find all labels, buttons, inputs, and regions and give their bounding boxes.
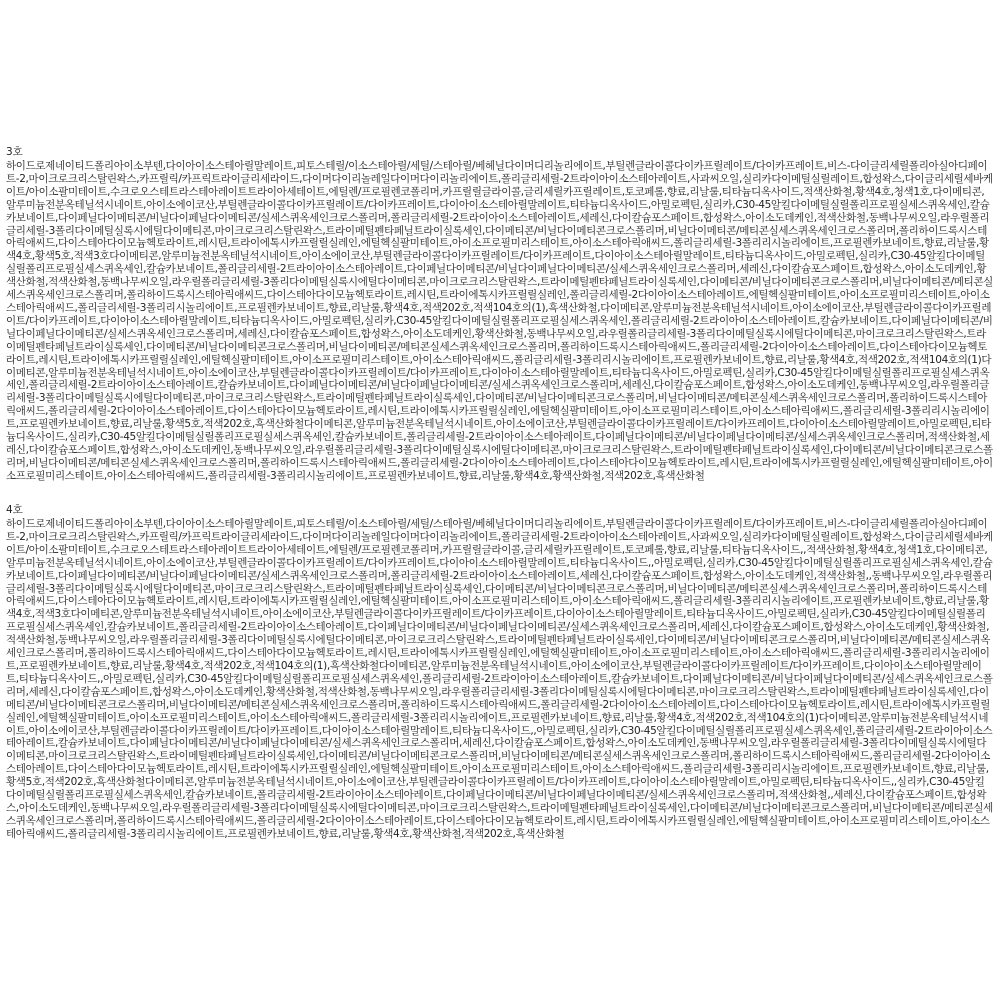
shade-heading: 4호 xyxy=(6,504,23,516)
ingredient-text: 하이드로제네이티드폴리아이소부텐,다이아이소스테아릴말레이트,피토스테릴/이소스테아릴/세틸/스테아릴/베헤닐다이머디리놀리에이트,부틸렌글라이콜다이카프릴레이트/다이카프레이트,비스-다이글리세릴폴리아실아디페이트-2,마이크로크리스탈린왁스,카프릴릭/카프릭트라이글리세라이드,다이머다이리놀레일다이머다이리놀리에이트,폴리글리세릴-2트라이아이소스테아레이트,사과씨오일,실리카다이메틸실릴레이트,합성왁스,다이글리세릴세바케이트/아이소팔미테이트,수크로오스테트라스테아레이트트라이아세테이트,에틸렌/프로필렌코폴리머,카프릴릴글라이콜,글리세릴카프릴레이트,토코페롤,향료,리날룰,티타늄디옥사이드,적색산화철,황색4호,청색1호,다이메티콘,알루미늄전분옥테닐석시네이트,아이소에이코산,부틸렌글라이콜다이카프릴레이트/다이카프레이트,다이아이소스테아릴말레이트,티타늄디옥사이드,아밀로펙틴,실리카,C30-45알킬다이메틸실릴폴리프로필실세스퀴옥세인,칼슘카보네이트,다이페닐다이메티콘/비닐다이페닐다이메티콘/실세스퀴옥세인크로스폴리머,폴리글리세릴-2트라이아이소스테아레이트,세레신,다이칼슘포스페이트,합성왁스,아이소도데케인,적색산화철,동백나무씨오일,라우릴폴리글리세릴-3폴리다이메틸실록시에틸다이메티콘,마이크로크리스탈린왁스,트라이메틸펜타페닐트라이실록세인,다이메티콘/비닐다이메티콘크로스폴리머,비닐다이메티콘/메티콘실세스퀴옥세인크로스폴리머,폴리하이드록시스테아릭애씨드,다이스테아다이모늄헥토라이트,레시틴,트라이에톡시카프릴릴실레인,에틸헥실팔미테이트,아이소프로필미리스테이트,아이소스테아릭애씨드,폴리글리세릴-3폴리리시놀리에이트,프로필렌카보네이트,향료,리날룰,황색4호,황색5호,적색3호다이메티콘,알루미늄전분옥테닐석시네이트,아이소에이코산,부틸렌글라이콜다이카프릴레이트/다이카프레이트,다이아이소스테아릴말레이트,티타늄디옥사이드,아밀로펙틴,실리카,C30-45알킬다이메틸실릴폴리프로필실세스퀴옥세인,칼슘카보네이트,폴리글리세릴-2트라이아이소스테아레이트,다이페닐다이메티콘/비닐다이페닐다이메티콘/실세스퀴옥세인크로스폴리머,세레신,다이칼슘포스페이트,합성왁스,아이소도데케인,황색산화철,적색산화철,동백나무씨오일,라우릴폴리글리세릴-3폴리다이메틸실록시에틸다이메티콘,마이크로크리스탈린왁스,트라이메틸펜타페닐트라이실록세인,다이메티콘/비닐다이메티콘크로스폴리머,비닐다이메티콘/메티콘실세스퀴옥세인크로스폴리머,폴리하이드록시스테아릭애씨드,다이스테아다이모늄헥토라이트,레시틴,트라이에톡시카프릴릴실레인,폴리글리세릴-2다이아이소스테아레이트,에틸헥실팔미테이트,아이소프로필미리스테이트,아이소스테아릭애씨드,폴리글리세릴-3폴리리시놀리에이트,프로필렌카보네이트,향료,리날룰,황색4호,적색202호,적색104호의(1),흑색산화철,다이메티콘,알루미늄전분옥테닐석시네이트,아이소에이코산,부틸렌글라이콜다이카프릴레이트/다이카프레이트,다이아이소스테아릴말레이트,티타늄디옥사이드,아밀로펙틴,실리카,C30-45알킬다이메틸실릴폴리프로필실세스퀴옥세인,폴리글리세릴-2트라이아이소스테아레이트,칼슘카보네이트,다이페닐다이메티콘/비닐다이페닐다이메티콘/실세스퀴옥세인크로스폴리머,세레신,다이칼슘포스페이트,합성왁스,아이소도데케인,황색산화철,동백나무씨오일,라우릴폴리글리세릴-3폴리다이메틸실록시에틸다이메티콘,마이크로크리스탈린왁스,트라이메틸펜타페닐트라이실록세인,다이메티콘/비닐다이메티콘크로스폴리머,비닐다이메티콘/메티콘실세스퀴옥세인크로스폴리머,폴리하이드록시스테아릭애씨드,폴리글리세릴-2다이아이소스테아레이트,다이스테아다이모늄헥토라이트,레시틴,트라이에톡시카프릴릴실레인,에틸헥실팔미테이트,아이소프로필미리스테이트,아이소스테아릭애씨드,폴리글리세릴-3폴리리시놀리에이트,프로필렌카보네이트,향료,리날룰,황색4호,적색202호,적색104호의(1)다이메티콘,알루미늄전분옥테닐석시네이트,아이소에이코산,부틸렌글라이콜다이카프릴레이트/다이카프레이트,다이아이소스테아릴말레이트,티타늄디옥사이드,아밀로펙틴,실리카,C30-45알킬다이메틸실릴폴리프로필실세스퀴옥세인,폴리글리세릴-2트라이아이소스테아레이트,칼슘카보네이트,다이페닐다이메티콘/비닐다이페닐다이메티콘/실세스퀴옥세인크로스폴리머,세레신,다이칼슘포스페이트,합성왁스,아이소도데케인,동백나무씨오일,라우릴폴리글리세릴-3폴리다이메틸실록시에틸다이메티콘,마이크로크리스탈린왁스,트라이메틸펜타페닐트라이실록세인,다이메티콘/비닐다이메티콘크로스폴리머,비닐다이메티콘/메티콘실세스퀴옥세인크로스폴리머,폴리하이드록시스테아릭애씨드,폴리글리세릴-2다이아이소스테아레이트,다이스테아다이모늄헥토라이트,레시틴,트라이에톡시카프릴릴실레인,에틸헥실팔미테이트,아이소프로필미리스테이트,아이소스테아릭애씨드,폴리글리세릴-3폴리리시놀리에이트,프로필렌카보네이트,향료,리날룰,황색5호,적색202호,흑색산화철다이메티콘,알루미늄전분옥테닐석시네이트,아이소에이코산,부틸렌글라이콜다이카프릴레이트/다이카프레이트,다이아이소스테아릴말레이트,아밀로펙틴,티타늄디옥사이드,실리카,C30-45알킬다이메틸실릴폴리프로필실세스퀴옥세인,칼슘카보네이트,폴리글리세릴-2트라이아이소스테아레이트,다이페닐다이메티콘/비닐다이페닐다이메티콘/실세스퀴옥세인크로스폴리머,적색산화철,세레신,다이칼슘포스페이트,합성왁스,아이소도데케인,동백나무씨오일,라우릴폴리글리세릴-3폴리다이메틸실록시에틸다이메티콘,마이크로크리스탈린왁스,트라이메틸펜타페닐트라이실록세인,다이메티콘/비닐다이메티콘크로스폴리머,비닐다이메티콘/메티콘실세스퀴옥세인크로스폴리머,폴리하이드록시스테아릭애씨드,폴리글리세릴-2다이아이소스테아레이트,다이스테아다이모늄헥토라이트,레시틴,트라이에톡시카프릴릴실레인,에틸헥실팔미테이트,아이소프로필미리스테이트,아이소스테아릭애씨드,폴리글리세릴-3폴리리시놀리에이트,프로필렌카보네이트,향료,리날룰,황색4호,황색산화철,적색202호,흑색산화철 xyxy=(6,160,993,482)
ingredient-text: 하이드로제네이티드폴리아이소부텐,다이아이소스테아릴말레이트,피토스테릴/이소스테아릴/세틸/스테아릴/베헤닐다이머디리놀리에이트,부틸렌글라이콜다이카프릴레이트/다이카프레이트,비스-다이글리세릴폴리아실아디페이트-2,마이크로크리스탈린왁스,카프릴릭/카프릭트라이글리세라이드,다이머다이리놀레일다이머다이리놀리에이트,폴리글리세릴-2트라이아이소스테아레이트,사과씨오일,실리카다이메틸실릴레이트,합성왁스,다이글리세릴세바케이트/아이소팔미테이트,수크로오스테트라스테아레이트트라이아세테이트,에틸렌/프로필렌코폴리머,카프릴릴글라이콜,글리세릴카프릴레이트,토코페롤,향료,리날룰,티타늄디옥사이드,,적색산화철,황색4호,청색1호,다이메티콘,알루미늄전분옥테닐석시네이트,아이소에이코산,부틸렌글라이콜다이카프릴레이트/다이카프레이트,다이아이소스테아릴말레이트,티타늄디옥사이드,,아밀로펙틴,실리카,C30-45알킬다이메틸실릴폴리프로필실세스퀴옥세인,칼슘카보네이트,다이페닐다이메티콘/비닐다이페닐다이메티콘/실세스퀴옥세인크로스폴리머,폴리글리세릴-2트라이아이소스테아레이트,세레신,다이칼슘포스페이트,합성왁스,아이소도데케인,적색산화철,,동백나무씨오일,라우릴폴리글리세릴-3폴리다이메틸실록시에틸다이메티콘,마이크로크리스탈린왁스,트라이메틸펜타페닐트라이실록세인,다이메티콘/비닐다이메티콘크로스폴리머,비닐다이메티콘/메티콘실세스퀴옥세인크로스폴리머,폴리하이드록시스테아릭애씨드,다이스테아다이모늄헥토라이트,레시틴,트라이에톡시카프릴릴실레인,에틸헥실팔미테이트,아이소프로필미리스테이트,아이소스테아릭애씨드,폴리글리세릴-3폴리리시놀리에이트,프로필렌카보네이트,향료,리날룰,황색4호,적색3호다이메티콘,알루미늄전분옥테닐석시네이트,아이소에이코산,부틸렌글라이콜다이카프릴레이트/다이카프레이트,다이아이소스테아릴말레이트,티타늄디옥사이드,아밀로펙틴,실리카,C30-45알킬다이메틸실릴폴리프로필실세스퀴옥세인,칼슘카보네이트,폴리글리세릴-2트라이아이소스테아레이트,다이페닐다이메티콘/비닐다이페닐다이메티콘/실세스퀴옥세인크로스폴리머,세레신,다이칼슘포스페이트,합성왁스,아이소도데케인,황색산화철,적색산화철,동백나무씨오일,라우릴폴리글리세릴-3폴리다이메틸실록시에틸다이메티콘,마이크로크리스탈린왁스,트라이메틸펜타페닐트라이실록세인,다이메티콘/비닐다이메티콘크로스폴리머,비닐다이메티콘/메티콘실세스퀴옥세인크로스폴리머,폴리하이드록시스테아릭애씨드,다이스테아다이모늄헥토라이트,레시틴,트라이에톡시카프릴릴실레인,에틸헥실팔미테이트,아이소프로필미리스테이트,아이소스테아릭애씨드,폴리글리세릴-3폴리리시놀리에이트,프로필렌카보네이트,향료,리날룰,황색4호,적색202호,적색104호의(1),흑색산화철다이메티콘,알루미늄전분옥테닐석시네이트,아이소에이코산,부틸렌글라이콜다이카프릴레이트/다이카프레이트,다이아이소스테아릴말레이트,티타늄디옥사이드,,아밀로펙틴,실리카,C30-45알킬다이메틸실릴폴리프로필실세스퀴옥세인,폴리글리세릴-2트라이아이소스테아레이트,칼슘카보네이트,다이페닐다이메티콘/비닐다이페닐다이메티콘/실세스퀴옥세인크로스폴리머,세레신,다이칼슘포스페이트,합성왁스,아이소도데케인,황색산화철,적색산화철,동백나무씨오일,라우릴폴리글리세릴-3폴리다이메틸실록시에틸다이메티콘,마이크로크리스탈린왁스,트라이메틸펜타페닐트라이실록세인,다이메티콘/비닐다이메티콘크로스폴리머,비닐다이메티콘/메티콘실세스퀴옥세인크로스폴리머,폴리하이드록시스테아릭애씨드,폴리글리세릴-2다이아이소스테아레이트,다이스테아다이모늄헥토라이트,레시틴,트라이에톡시카프릴릴실레인,에틸헥실팔미테이트,아이소프로필미리스테이트,아이소스테아릭애씨드,폴리글리세릴-3폴리리시놀리에이트,프로필렌카보네이트,향료,리날룰,황색4호,적색202호,적색104호의(1)다이메티콘,알루미늄전분옥테닐석시네이트,아이소에이코산,부틸렌글라이콜다이카프릴레이트/다이카프레이트,다이아이소스테아릴말레이트,티타늄디옥사이드,,아밀로펙틴,실리카,C30-45알킬다이메틸실릴폴리프로필실세스퀴옥세인,폴리글리세릴-2트라이아이소스테아레이트,칼슘카보네이트,다이페닐다이메티콘/비닐다이페닐다이메티콘/실세스퀴옥세인크로스폴리머,세레신,다이칼슘포스페이트,합성왁스,아이소도데케인,동백나무씨오일,라우릴폴리글리세릴-3폴리다이메틸실록시에틸다이메티콘,마이크로크리스탈린왁스,트라이메틸펜타페닐트라이실록세인,다이메티콘/비닐다이메티콘크로스폴리머,비닐다이메티콘/메티콘실세스퀴옥세인크로스폴리머,폴리하이드록시스테아릭애씨드,폴리글리세릴-2다이아이소스테아레이트,다이스테아다이모늄헥토라이트,레시틴,트라이에톡시카프릴릴실레인,에틸헥실팔미테이트,아이소프로필미리스테이트,아이소스테아릭애씨드,폴리글리세릴-3폴리리시놀리에이트,프로필렌카보네이트,향료,리날룰,황색5호,적색202호,흑색산화철다이메티콘,알루미늄전분옥테닐석시네이트,아이소에이코산,부틸렌글라이콜다이카프릴레이트/다이카프레이트,다이아이소스테아릴말레이트,아밀로펙틴,티타늄디옥사이드,,실리카,C30-45알킬다이메틸실릴폴리프로필실세스퀴옥세인,칼슘카보네이트,폴리글리세릴-2트라이아이소스테아레이트,다이페닐다이메티콘/비닐다이페닐다이메티콘/실세스퀴옥세인크로스폴리머,적색산화철,,세레신,다이칼슘포스페이트,합성왁스,아이소도데케인,동백나무씨오일,라우릴폴리글리세릴-3폴리다이메틸실록시에틸다이메티콘,마이크로크리스탈린왁스,트라이메틸펜타페닐트라이실록세인,다이메티콘/비닐다이메티콘크로스폴리머,비닐다이메티콘/메티콘실세스퀴옥세인크로스폴리머,폴리하이드록시스테아릭애씨드,폴리글리세릴-2다이아이소스테아레이트,다이스테아다이모늄헥토라이트,레시틴,트라이에톡시카프릴릴실레인,에틸헥실팔미테이트,아이소프로필미리스테이트,아이소스테아릭애씨드,폴리글리세릴-3폴리리시놀리에이트,프로필렌카보네이트,향료,리날룰,황색4호,황색산화철,적색202호,흑색산화철 xyxy=(6,518,993,840)
shade-section-3 xyxy=(6,146,994,483)
shade-section-4 xyxy=(6,504,994,841)
shade-heading: 3호 xyxy=(6,146,23,158)
